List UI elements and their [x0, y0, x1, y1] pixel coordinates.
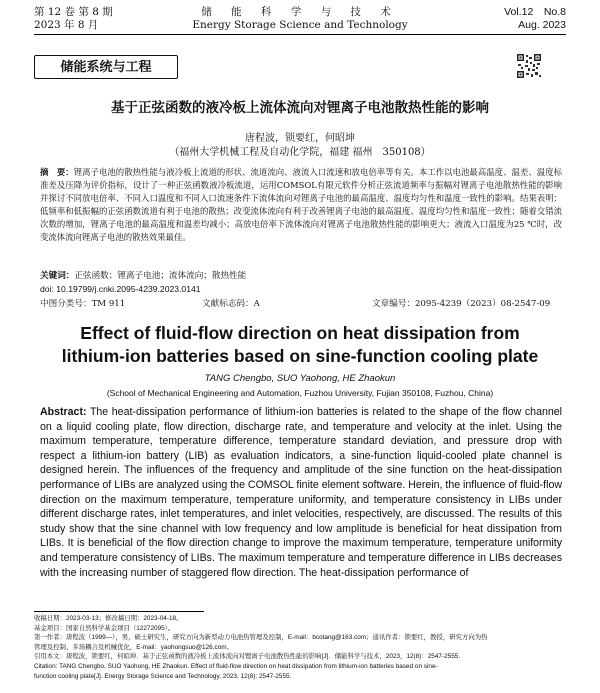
volume-issue-cn: 第 12 卷 第 8 期 — [34, 6, 113, 18]
affiliation-en: (School of Mechanical Engineering and Automation, Fuzhou University, Fujian 350108, Fuzhou, China) — [106, 388, 494, 398]
footnote-citation-en-2: function cooling plate[J]. Energy Storage Science and Technology, 2023, 12(8): 2547-2555. — [34, 672, 292, 680]
article-title-cn: 基于正弦函数的液冷板上流体流向对锂离子电池散热性能的影响 — [111, 100, 489, 115]
section-label: 储能系统与工程 — [34, 55, 178, 79]
footnote-author-2: 管理及控制、多场耦合及机械优化，E-mail：yaohongsuo@126.com。 — [34, 643, 233, 651]
keywords-cn-label: 关键词： — [40, 271, 75, 281]
article-title-en-line1: Effect of fluid-flow direction on heat dissipation from — [80, 323, 520, 343]
header-rule — [34, 34, 566, 35]
article-number: 文章编号：2095-4239（2023）08-2547-09 — [372, 299, 551, 309]
affiliation-cn: （福州大学机械工程及自动化学院，福建 福州 350108） — [169, 147, 431, 158]
footnote-citation-cn: 引用本文：唐程波，锁要红，何昭坤．基于正弦函数的液冷板上流体流向对锂离子电池散热性能的影响[J]．储能科学与技术，2023，12(8)：2547-2555． — [34, 653, 465, 661]
article-title-en-line2: lithium-ion batteries based on sine-function cooling plate — [61, 346, 539, 366]
keywords-cn — [40, 270, 562, 282]
document-code: 文献标志码：A — [202, 299, 260, 309]
authors-en: TANG Chengbo, SUO Yaohong, HE Zhaokun — [204, 373, 396, 384]
running-header-right — [504, 6, 566, 32]
date-en: Aug. 2023 — [518, 19, 566, 31]
abstract-en-text: The heat-dissipation performance of lithium-ion batteries is related to the shape of the flow channel on a liquid cooling plate, flow direction, discharge rate, and temperature and velocity at the inlet. Using the maximum temperature, temperature difference, temperature standard deviation, and pressure drop with respect a lithium-ion battery (LIB) as evaluation indicators, a sine-function liquid-cooled plate channel is designed herein. The influences of the frequency and amplitude of the sine function on the heat-dissipation performance of LIBs are analyzed using the COMSOL finite element software. Herein, the influence of fluid-flow direction on the maximum temperature, temperature uniformity, and temperature consistency in LIBs under different discharge rates, inlet temperatures, and inlet velocities, respectively, are discussed. The results of this study show that the sine channel with low frequency and low amplitude is beneficial for heat dissipation from LIBs. It is beneficial of the flow direction change to improve the maximum temperature, temperature uniformity and temperature consistency of LIBs. The maximum temperature and temperature difference in LIBs decreases with the increasing number of staggered flow direction. The heat-dissipation performance of — [40, 406, 562, 579]
abstract-en — [40, 405, 562, 580]
article-title-en — [0, 322, 600, 368]
abstract-cn-text: 锂离子电池的散热性能与液冷板上流道的形状、流道流向、液流入口流速和放电倍率等有关。本工作以电池最高温度、温差、温度标准差及压降为评价指标，设计了一种正弦函数液冷板流道，运用COMSOL有限元软件分析正弦流道频率与振幅对锂离子电池散热性能的影响并探讨不同放电倍率、不同入口温度和不同入口流速条件下流体流向对锂离子电池的最高温度、温度均匀性和温度一致性的影响。结果表明：低频率和低振幅的正弦函数流道有利于电池的散热；改变流体流向有利于改善锂离子电池的最高温度、温度均匀性和温度一致性；随着交错流次数的增加，锂离子电池的最高温度和温差均减小；高放电倍率下流体流向对锂离子电池散热性能的影响更大；液流入口温度为25 ℃时，改变流体流向锂离子电池的散热效果最佳。 — [40, 167, 563, 242]
qr-code-icon[interactable] — [516, 53, 542, 79]
journal-name-cn: 储 能 科 学 与 技 术 — [201, 6, 399, 18]
volume-issue-en: Vol.12 No.8 — [504, 6, 566, 18]
footnote-rule — [34, 611, 204, 612]
doi[interactable]: doi: 10.19799/j.cnki.2095-4239.2023.0141 — [40, 284, 201, 294]
footnote-citation-en-1: Citation: TANG Chengbo, SUO Yaohong, HE Zhaokun. Effect of fluid-flow direction on heat dissipation from lithium-ion batteries based on sine- — [34, 662, 438, 670]
journal-name-en: Energy Storage Science and Technology — [192, 19, 408, 31]
footnote-author-1: 第一作者：唐程波（1999—），男，硕士研究生，研究方向为新型动力电池热管理及控制，E-mail：bcotang@163.com；通讯作者：锁要红，教授，研究方向为热 — [34, 634, 488, 642]
footnotes — [34, 614, 568, 681]
keywords-cn-text: 正弦函数；锂离子电池；流体流向；散热性能 — [74, 271, 247, 281]
footnote-received: 收稿日期：2023-03-13；修改稿日期：2023-04-18。 — [34, 615, 183, 622]
footnote-funding: 基金项目：国家自然科学基金项目（12272095）。 — [34, 624, 175, 632]
abstract-cn-label: 摘 要： — [40, 167, 74, 177]
authors-cn: 唐程波，锁要红，何昭坤 — [245, 133, 355, 144]
date-cn: 2023 年 8 月 — [34, 19, 99, 31]
clc-number: 中图分类号：TM 911 — [40, 299, 126, 309]
abstract-en-label: Abstract: — [40, 406, 87, 418]
abstract-cn — [40, 166, 562, 244]
